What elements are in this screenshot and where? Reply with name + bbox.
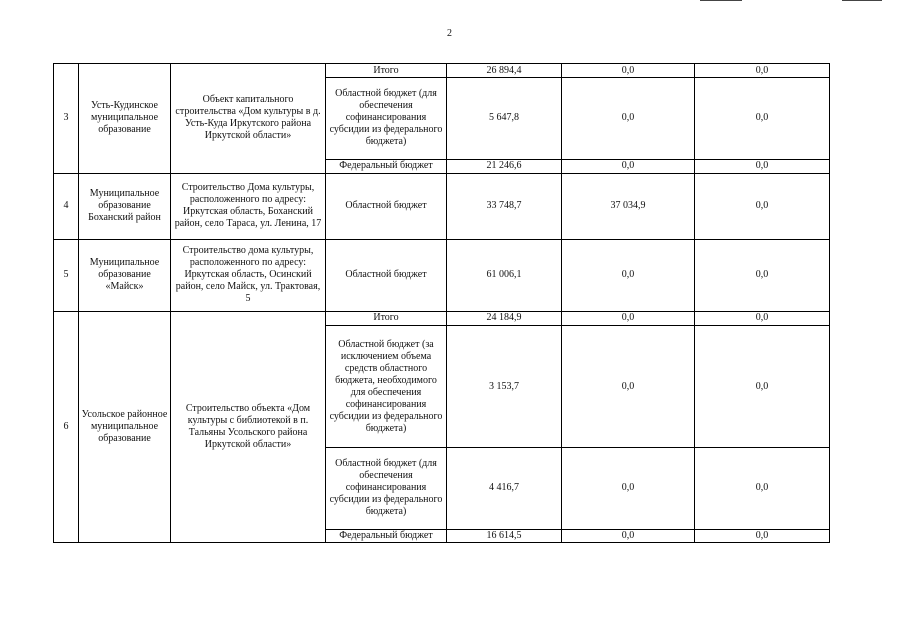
value-cell: 0,0 xyxy=(562,326,695,448)
funding-source-cell: Областной бюджет xyxy=(326,239,447,311)
budget-table xyxy=(53,63,830,543)
funding-source-cell: Областной бюджет (для обеспечения софинансирования субсидии из федерального бюджета) xyxy=(326,448,447,529)
value-cell: 5 647,8 xyxy=(447,78,562,159)
value-cell: 4 416,7 xyxy=(447,448,562,529)
funding-source-cell: Областной бюджет xyxy=(326,173,447,239)
value-cell: 0,0 xyxy=(562,159,695,173)
value-cell: 0,0 xyxy=(695,173,830,239)
value-cell: 0,0 xyxy=(562,529,695,542)
value-cell: 16 614,5 xyxy=(447,529,562,542)
object-cell: Строительство объекта «Дом культуры с библиотекой в п. Тальяны Усольского района Иркутской области» xyxy=(171,311,326,542)
page-number: 2 xyxy=(447,28,452,39)
value-cell: 26 894,4 xyxy=(447,64,562,78)
value-cell: 24 184,9 xyxy=(447,311,562,325)
value-cell: 0,0 xyxy=(695,448,830,529)
row-number-cell: 6 xyxy=(54,311,79,542)
value-cell: 0,0 xyxy=(562,448,695,529)
object-cell: Объект капитального строительства «Дом культуры в д. Усть-Куда Иркутского района Иркутской области» xyxy=(171,64,326,174)
table-row xyxy=(54,311,830,325)
funding-source-cell: Итого xyxy=(326,64,447,78)
municipality-cell: Муниципальное образование «Майск» xyxy=(79,239,171,311)
table-row xyxy=(54,173,830,239)
scan-artifact-line xyxy=(700,0,742,1)
value-cell: 0,0 xyxy=(695,78,830,159)
object-cell: Строительство дома культуры, расположенного по адресу: Иркутская область, Осинский район, село Майск, ул. Трактовая, 5 xyxy=(171,239,326,311)
scan-artifact-line xyxy=(842,0,882,1)
value-cell: 0,0 xyxy=(695,326,830,448)
table-row xyxy=(54,64,830,78)
funding-source-cell: Федеральный бюджет xyxy=(326,529,447,542)
value-cell: 37 034,9 xyxy=(562,173,695,239)
funding-source-cell: Федеральный бюджет xyxy=(326,159,447,173)
funding-source-cell: Итого xyxy=(326,311,447,325)
value-cell: 0,0 xyxy=(695,239,830,311)
funding-source-cell: Областной бюджет (за исключением объема средств областного бюджета, необходимого для обеспечения софинансирования субсидии из федерального бюджета) xyxy=(326,326,447,448)
funding-source-cell: Областной бюджет (для обеспечения софинансирования субсидии из федерального бюджета) xyxy=(326,78,447,159)
value-cell: 0,0 xyxy=(695,64,830,78)
row-number-cell: 3 xyxy=(54,64,79,174)
municipality-cell: Муниципальное образование Боханский район xyxy=(79,173,171,239)
value-cell: 21 246,6 xyxy=(447,159,562,173)
row-number-cell: 5 xyxy=(54,239,79,311)
object-cell: Строительство Дома культуры, расположенного по адресу: Иркутская область, Боханский район, село Тараса, ул. Ленина, 17 xyxy=(171,173,326,239)
municipality-cell: Усть-Кудинское муниципальное образование xyxy=(79,64,171,174)
value-cell: 33 748,7 xyxy=(447,173,562,239)
value-cell: 0,0 xyxy=(695,159,830,173)
value-cell: 0,0 xyxy=(562,311,695,325)
table-row xyxy=(54,239,830,311)
value-cell: 0,0 xyxy=(695,311,830,325)
row-number-cell: 4 xyxy=(54,173,79,239)
value-cell: 0,0 xyxy=(562,64,695,78)
value-cell: 0,0 xyxy=(562,78,695,159)
value-cell: 3 153,7 xyxy=(447,326,562,448)
value-cell: 0,0 xyxy=(562,239,695,311)
value-cell: 0,0 xyxy=(695,529,830,542)
value-cell: 61 006,1 xyxy=(447,239,562,311)
municipality-cell: Усольское районное муниципальное образование xyxy=(79,311,171,542)
